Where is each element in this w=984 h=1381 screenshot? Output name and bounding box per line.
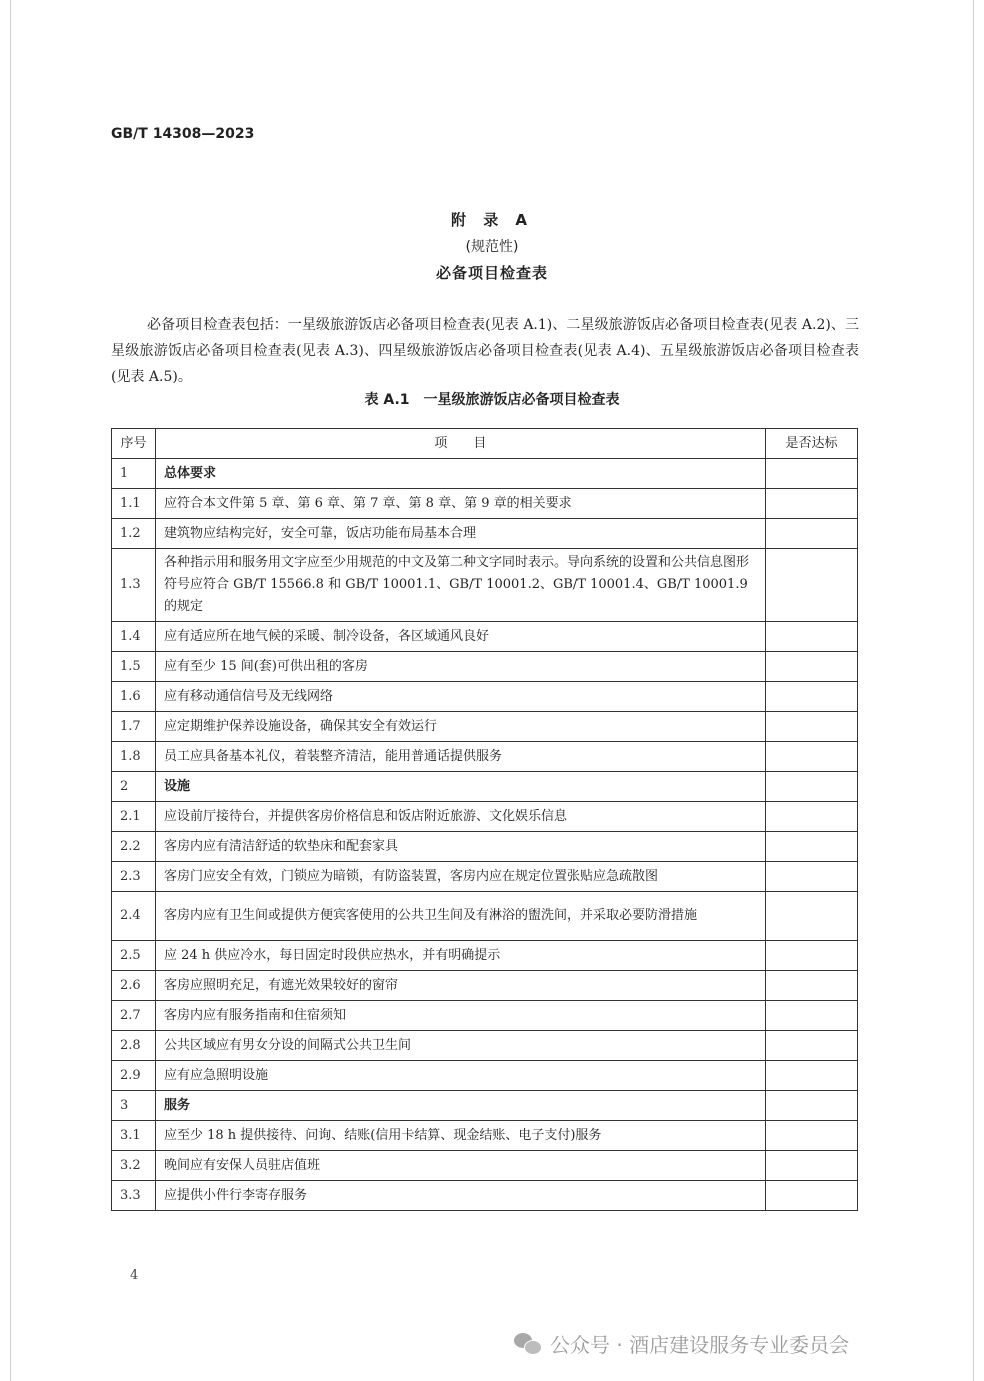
table-row xyxy=(112,652,858,682)
cell-item: 客房内应有服务指南和住宿须知 xyxy=(155,1001,765,1031)
cell-no: 3.1 xyxy=(112,1121,156,1151)
table-row xyxy=(112,1121,858,1151)
table-row xyxy=(112,1061,858,1091)
cell-ok xyxy=(765,622,857,652)
table-row xyxy=(112,1151,858,1181)
cell-no: 2.3 xyxy=(112,862,156,892)
cell-ok xyxy=(765,682,857,712)
table-row xyxy=(112,519,858,549)
cell-no: 1.7 xyxy=(112,712,156,742)
cell-no: 2.1 xyxy=(112,802,156,832)
cell-item: 应符合本文件第 5 章、第 6 章、第 7 章、第 8 章、第 9 章的相关要求 xyxy=(155,489,765,519)
cell-item: 员工应具备基本礼仪，着装整齐清洁，能用普通话提供服务 xyxy=(155,742,765,772)
cell-no: 2.9 xyxy=(112,1061,156,1091)
cell-no: 2.6 xyxy=(112,971,156,1001)
cell-ok xyxy=(765,549,857,622)
table-row xyxy=(112,802,858,832)
table-row xyxy=(112,1001,858,1031)
cell-item: 设施 xyxy=(155,772,765,802)
table-section-row xyxy=(112,772,858,802)
cell-item: 建筑物应结构完好，安全可靠，饭店功能布局基本合理 xyxy=(155,519,765,549)
cell-item: 服务 xyxy=(155,1091,765,1121)
cell-ok xyxy=(765,489,857,519)
cell-no: 1.5 xyxy=(112,652,156,682)
cell-ok xyxy=(765,1121,857,1151)
cell-item: 应至少 18 h 提供接待、问询、结账(信用卡结算、现金结账、电子支付)服务 xyxy=(155,1121,765,1151)
cell-no: 2 xyxy=(112,772,156,802)
cell-ok xyxy=(765,1001,857,1031)
table-row xyxy=(112,549,858,622)
table-section-row xyxy=(112,459,858,489)
table-row xyxy=(112,832,858,862)
cell-ok xyxy=(765,712,857,742)
document-code: GB/T 14308—2023 xyxy=(111,126,255,142)
table-row xyxy=(112,712,858,742)
cell-no: 1.6 xyxy=(112,682,156,712)
table-row xyxy=(112,971,858,1001)
table-header-row xyxy=(112,429,858,459)
cell-ok xyxy=(765,652,857,682)
appendix-type: (规范性) xyxy=(465,239,519,255)
table-row xyxy=(112,1181,858,1211)
cell-ok xyxy=(765,1061,857,1091)
intro-paragraph: 必备项目检查表包括：一星级旅游饭店必备项目检查表(见表 A.1)、二星级旅游饭店必备项目检查表(见表 A.2)、三星级旅游饭店必备项目检查表(见表 A.3)、四星级旅游饭店必备项目检查表(见表 A.4)、五星级旅游饭店必备项目检查表(见表 A.5)。 xyxy=(111,317,859,385)
cell-item: 应提供小件行李寄存服务 xyxy=(155,1181,765,1211)
checklist-body xyxy=(112,459,858,1211)
table-caption: 表 A.1 一星级旅游饭店必备项目检查表 xyxy=(364,392,620,408)
cell-item: 应设前厅接待台，并提供客房价格信息和饭店附近旅游、文化娱乐信息 xyxy=(155,802,765,832)
checklist-table xyxy=(111,428,858,1211)
table-row xyxy=(112,862,858,892)
cell-item: 各种指示用和服务用文字应至少用规范的中文及第二种文字同时表示。导向系统的设置和公共信息图形符号应符合 GB/T 15566.8 和 GB/T 10001.1、GB/T 10001.2、GB/T 10001.4、GB/T 10001.9 的规定 xyxy=(155,549,765,622)
header-item: 项 目 xyxy=(155,429,765,459)
cell-item: 客房应照明充足，有遮光效果较好的窗帘 xyxy=(155,971,765,1001)
cell-ok xyxy=(765,459,857,489)
cell-ok xyxy=(765,862,857,892)
cell-ok xyxy=(765,1091,857,1121)
table-row xyxy=(112,489,858,519)
cell-no: 1 xyxy=(112,459,156,489)
cell-ok xyxy=(765,1151,857,1181)
cell-ok xyxy=(765,941,857,971)
cell-item: 公共区域应有男女分设的间隔式公共卫生间 xyxy=(155,1031,765,1061)
table-row xyxy=(112,892,858,941)
cell-item: 应 24 h 供应冷水，每日固定时段供应热水，并有明确提示 xyxy=(155,941,765,971)
watermark-text: 公众号 · 酒店建设服务专业委员会 xyxy=(550,1332,850,1357)
cell-ok xyxy=(765,742,857,772)
cell-ok xyxy=(765,519,857,549)
cell-no: 2.8 xyxy=(112,1031,156,1061)
cell-no: 3.3 xyxy=(112,1181,156,1211)
cell-no: 3 xyxy=(112,1091,156,1121)
cell-no: 1.2 xyxy=(112,519,156,549)
cell-no: 1.1 xyxy=(112,489,156,519)
appendix-subtitle: 必备项目检查表 xyxy=(435,264,548,282)
cell-no: 1.3 xyxy=(112,549,156,622)
cell-ok xyxy=(765,772,857,802)
cell-no: 2.4 xyxy=(112,892,156,941)
cell-item: 应有应急照明设施 xyxy=(155,1061,765,1091)
cell-item: 应有至少 15 间(套)可供出租的客房 xyxy=(155,652,765,682)
header-no: 序号 xyxy=(112,429,156,459)
cell-no: 2.2 xyxy=(112,832,156,862)
table-section-row xyxy=(112,1091,858,1121)
table-row xyxy=(112,622,858,652)
cell-item: 应有适应所在地气候的采暖、制冷设备，各区域通风良好 xyxy=(155,622,765,652)
page-number: 4 xyxy=(130,1268,139,1283)
cell-ok xyxy=(765,892,857,941)
cell-ok xyxy=(765,802,857,832)
cell-item: 客房门应安全有效，门锁应为暗锁，有防盗装置，客房内应在规定位置张贴应急疏散图 xyxy=(155,862,765,892)
wechat-icon xyxy=(514,1331,542,1355)
cell-no: 2.7 xyxy=(112,1001,156,1031)
watermark xyxy=(514,1328,849,1358)
cell-item: 晚间应有安保人员驻店值班 xyxy=(155,1151,765,1181)
table-row xyxy=(112,1031,858,1061)
cell-ok xyxy=(765,832,857,862)
cell-ok xyxy=(765,971,857,1001)
cell-item: 应定期维护保养设施设备，确保其安全有效运行 xyxy=(155,712,765,742)
table-row xyxy=(112,742,858,772)
cell-ok xyxy=(765,1031,857,1061)
cell-item: 客房内应有卫生间或提供方便宾客使用的公共卫生间及有淋浴的盥洗间，并采取必要防滑措施 xyxy=(155,892,765,941)
cell-no: 3.2 xyxy=(112,1151,156,1181)
cell-item: 客房内应有清洁舒适的软垫床和配套家具 xyxy=(155,832,765,862)
cell-no: 1.4 xyxy=(112,622,156,652)
table-row xyxy=(112,941,858,971)
cell-ok xyxy=(765,1181,857,1211)
cell-no: 1.8 xyxy=(112,742,156,772)
header-ok: 是否达标 xyxy=(765,429,857,459)
cell-no: 2.5 xyxy=(112,941,156,971)
cell-item: 应有移动通信信号及无线网络 xyxy=(155,682,765,712)
table-row xyxy=(112,682,858,712)
appendix-title: 附 录 A xyxy=(450,211,534,229)
cell-item: 总体要求 xyxy=(155,459,765,489)
